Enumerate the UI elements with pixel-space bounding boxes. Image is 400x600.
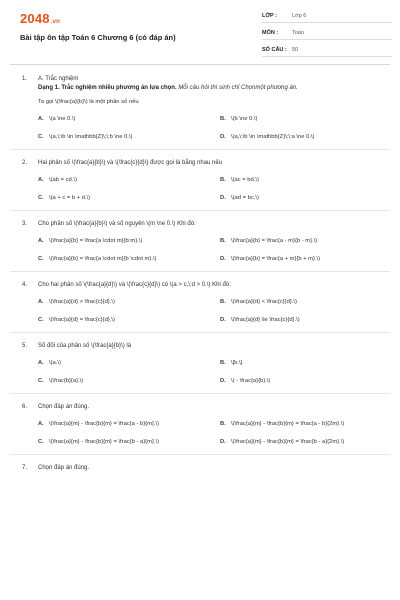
option-letter: A. [38,116,44,122]
option-text: \(ac = bd.\) [231,177,259,183]
option-letter: B. [220,116,226,122]
option-text: \(ad = bc.\) [231,194,259,201]
question-item [10,342,390,385]
option-text: \(\frac{a}{b} = \frac{a + m}{b + m}.\) [231,255,321,262]
answer-options [10,298,390,324]
option-letter: C. [38,133,44,140]
option-text: \(\frac{a}{d} < \frac{c}{d}.\) [231,299,297,305]
answer-option[interactable] [220,176,392,185]
answer-option[interactable] [38,359,210,368]
option-text: \(a.\) [49,360,61,366]
option-letter: D. [220,194,226,201]
question-number: 6. [22,404,28,410]
question-number: 5. [22,343,28,349]
question-item [10,220,390,263]
question-number: 1. [22,76,28,82]
option-text: \(\frac{a}{b} = \frac{a - m}{b - m}.\) [231,238,318,244]
option-text: \(a \ne 0.\) [49,116,76,122]
question-head [10,75,390,84]
option-letter: B. [220,299,226,305]
answer-option[interactable] [38,377,210,386]
answer-option[interactable] [38,133,210,142]
question-item [10,75,390,141]
option-letter: A. [38,238,44,244]
answer-options [10,237,390,263]
header-divider [10,64,390,65]
answer-options [10,359,390,385]
answer-option[interactable] [220,420,392,429]
answer-option[interactable] [220,194,392,203]
answer-option[interactable] [220,359,392,368]
meta-row-subject [262,27,392,40]
question-head [10,342,390,351]
question-head [10,159,390,168]
question-item [10,159,390,202]
answer-options [10,176,390,202]
section-heading [10,84,390,93]
answer-option[interactable] [38,237,210,246]
section-note: Mỗi câu hỏi thí sinh chỉ Chọnmột phương án. [178,85,298,91]
answer-option[interactable] [220,133,392,142]
question-head [10,220,390,229]
site-logo[interactable] [20,11,60,26]
answer-option[interactable] [38,255,210,264]
question-text: Chọn đáp án đúng. [38,465,90,471]
answer-option[interactable] [220,115,392,124]
option-text: \(a,\;\b \in \mathbb{Z}\;\;b \ne 0.\) [49,133,133,140]
option-text: \( - \frac{a}{b}.\) [231,377,271,384]
answer-option[interactable] [38,115,210,124]
meta-value: Toán [292,30,304,36]
option-text: \(\frac{a}{m} - \frac{b}{m} = \frac{a - b}{2m}.\) [231,421,345,427]
answer-option[interactable] [38,420,210,429]
option-letter: A. [38,177,44,183]
question-divider [10,149,390,150]
answer-option[interactable] [38,194,210,203]
option-letter: C. [38,316,44,323]
answer-option[interactable] [38,298,210,307]
answer-option[interactable] [220,255,392,264]
answer-option[interactable] [38,176,210,185]
question-text: A. Trắc nghiệm [38,76,79,82]
answer-option[interactable] [220,298,392,307]
option-text: \(\frac{a}{b} = \frac{a \cdot m}{b:m}.\) [49,238,143,244]
document-title: Bài tập ôn tập Toán 6 Chương 6 (có đáp án) [20,33,176,42]
question-divider [10,454,390,455]
question-number: 3. [22,221,28,227]
question-number: 2. [22,160,28,166]
question-head [10,464,390,473]
question-text: Số đối của phân số \(\frac{a}{b}\) là [38,343,132,349]
option-letter: A. [38,299,44,305]
answer-option[interactable] [38,438,210,447]
question-item [10,403,390,446]
question-text: Hai phân số \(\frac{a}{b}\) và \(\frac{c}{d}\) được gọi là bằng nhau nếu [38,160,223,166]
answer-option[interactable] [220,438,392,447]
option-letter: A. [38,421,44,427]
option-letter: B. [220,421,226,427]
answer-options [10,420,390,446]
question-text: Chọn đáp án đúng. [38,404,90,410]
option-text: \(a,\;\b \in \mathbb{Z}\;\;a \ne 0.\) [231,133,315,140]
question-number: 7. [22,465,28,471]
option-letter: D. [220,255,226,262]
question-text: Cho phân số \(\frac{a}{b}\) và số nguyên \(m \ne 0.\) Khi đó: [38,221,196,227]
option-letter: C. [38,194,44,201]
answer-option[interactable] [220,377,392,386]
question-stem: Ta gọi \(\frac{a}{b}\) là một phân số nếu [38,99,139,105]
answer-option[interactable] [220,237,392,246]
option-letter: B. [220,238,226,244]
meta-value: Lớp 6 [292,13,307,19]
option-text: \(\frac{a}{m} - \frac{b}{m} = \frac{b - a}{2m}.\) [231,438,345,445]
question-divider [10,332,390,333]
option-text: \(\frac{b}{a}.\) [49,377,84,384]
option-letter: B. [220,360,226,366]
answer-option[interactable] [220,316,392,325]
question-item [10,281,390,324]
question-divider [10,210,390,211]
option-letter: C. [38,255,44,262]
option-letter: C. [38,438,44,445]
question-head [10,281,390,290]
question-number: 4. [22,282,28,288]
option-letter: A. [38,360,44,366]
answer-options [10,115,390,141]
option-letter: B. [220,177,226,183]
option-text: \(\frac{a}{d} = \frac{c}{d}.\) [49,316,115,323]
option-text: \[b.\] [231,360,243,366]
option-text: \(\frac{a}{d} > \frac{c}{d}.\) [49,299,115,305]
question-item [10,464,390,473]
meta-key: MÔN : [262,30,279,36]
option-text: \(\frac{a}{b} = \frac{a \cdot m}{b \cdot m}.\) [49,255,157,262]
question-head [10,403,390,412]
option-letter: D. [220,377,226,384]
meta-key: LỚP : [262,13,277,19]
meta-row-count [262,44,392,57]
section-title: Dạng 1. Trắc nghiệm nhiều phương án lựa chọn. [38,85,177,91]
question-text: Cho hai phân số \(\frac{a}{d}\) và \(\frac{c}{d}\) có \(a > c,\;d > 0.\) Khi đó: [38,282,231,288]
logo-suffix: .vn [50,19,61,25]
option-text: \(a + c = b + d.\) [49,194,91,201]
document-meta [262,10,392,61]
option-text: \(\frac{a}{m} - \frac{b}{m} = \frac{a - b}{m}.\) [49,421,160,427]
option-text: \(\frac{a}{m} - \frac{b}{m} = \frac{b - a}{m}.\) [49,438,160,445]
option-text: \(b \ne 0.\) [231,116,258,122]
meta-key: SỐ CÂU : [262,47,287,53]
question-divider [10,393,390,394]
logo-main: 2048 [20,11,50,26]
option-letter: C. [38,377,44,384]
meta-value: 50 [292,47,299,53]
option-letter: D. [220,438,226,445]
meta-row-class [262,10,392,23]
option-letter: D. [220,316,226,323]
option-letter: D. [220,133,226,140]
question-divider [10,271,390,272]
question-list [10,75,390,473]
answer-option[interactable] [38,316,210,325]
document-header [10,0,390,64]
option-text: \(\frac{a}{d} \le \frac{c}{d}.\) [231,316,300,323]
option-text: \(ab = cd.\) [49,177,77,183]
